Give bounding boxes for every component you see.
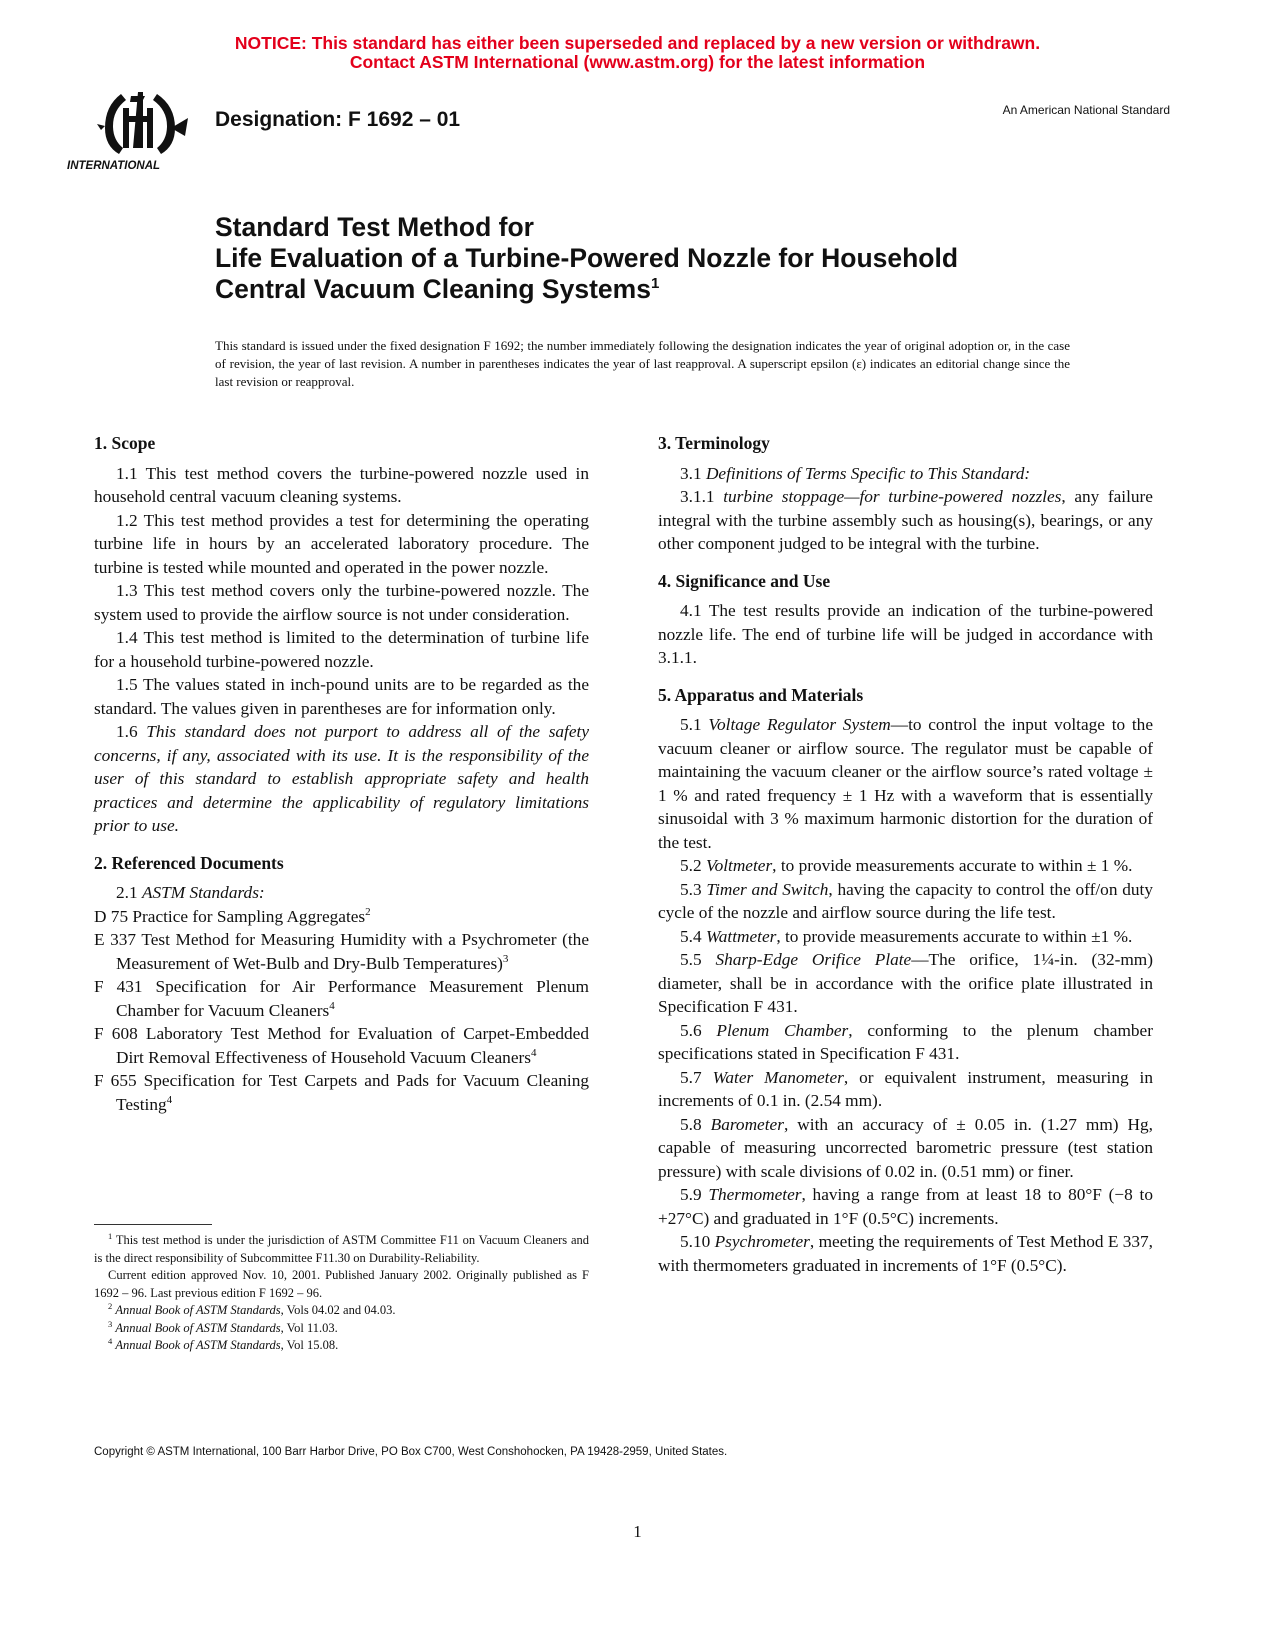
section-heading: 4. Significance and Use	[658, 570, 831, 591]
para-number: 3.1.1	[680, 487, 715, 506]
reference-text: F 608 Laboratory Test Method for Evaluation of Carpet-Embedded Dirt Removal Effectiveness of Household Vacuum Cleaners	[94, 1024, 589, 1067]
footnote	[94, 1302, 589, 1320]
apparatus-name: Water Manometer	[712, 1067, 844, 1087]
safety-statement: This standard does not purport to address all of the safety concerns, if any, associated with its use. It is the responsibility of the user of this standard to establish appropriate safety and health practices and determine the applicability of regulatory limitations prior to use.	[94, 722, 590, 835]
section-heading: 1. Scope	[94, 433, 156, 453]
term-heading: Definitions of Terms Specific to This Standard:	[705, 463, 1031, 483]
footnote-mark: 4	[329, 999, 335, 1012]
copyright: Copyright © ASTM International, 100 Barr Harbor Drive, PO Box C700, West Conshohocken, PA 19428-2959, United States.	[94, 1446, 728, 1458]
para-number: 5.5	[680, 950, 702, 969]
notice-banner	[0, 34, 1275, 72]
para-number: 5.3	[680, 879, 702, 899]
para-number: 1.6	[116, 722, 138, 741]
paragraph: 1.5 The values stated in inch-pound units are to be regarded as the standard. The values given in parentheses are for information only.	[94, 675, 589, 718]
reference-item	[94, 928, 589, 975]
apparatus-item	[658, 1019, 1153, 1066]
footnote	[94, 1320, 589, 1338]
apparatus-text: , with an accuracy of ± 0.05 in. (1.27 mm) Hg, capable of measuring uncorrected barometric pressure (test station pressure) with scale divisions of 0.02 in. (0.51 mm) or finer.	[658, 1114, 1154, 1181]
reference-item	[94, 905, 589, 929]
footnote-text: , Vol 15.08.	[280, 1338, 339, 1352]
title-line-2: Life Evaluation of a Turbine-Powered Nozzle for Household	[215, 243, 959, 273]
apparatus-text: , meeting the requirements of Test Method E 337, with thermometers graduated in increments of 1°F (0.5°C).	[658, 1232, 1153, 1275]
paragraph: 1.4 This test method is limited to the determination of turbine life for a household turbine-powered nozzle.	[94, 628, 589, 671]
apparatus-item	[658, 878, 1153, 925]
section-heading: 5. Apparatus and Materials	[658, 684, 864, 705]
apparatus-name: Plenum Chamber	[716, 1020, 849, 1040]
national-standard-label: An American National Standard	[1002, 103, 1170, 117]
footnote-mark: 4	[166, 1093, 173, 1106]
footnote-mark: 1	[108, 1230, 113, 1241]
apparatus-item	[658, 925, 1153, 949]
notice-line-1: NOTICE: This standard has either been superseded and replaced by a new version or withdrawn.	[234, 33, 1041, 53]
footnote-title: Annual Book of ASTM Standards	[115, 1338, 281, 1352]
astm-logo	[67, 88, 203, 180]
paragraph: 4.1 The test results provide an indication of the turbine-powered nozzle life. The end of turbine life will be judged in accordance with 3.1.1.	[658, 601, 1153, 667]
footnote-mark: 4	[530, 1046, 537, 1059]
apparatus-text: , having the capacity to control the off/on duty cycle of the nozzle and airflow source during the life test.	[658, 879, 1153, 922]
footnote-mark: 3	[502, 952, 509, 965]
apparatus-name: Barometer	[710, 1114, 784, 1134]
apparatus-name: Wattmeter	[705, 926, 777, 946]
footnote-title: Annual Book of ASTM Standards	[115, 1303, 281, 1317]
right-column	[658, 432, 1153, 1277]
paragraph	[94, 881, 589, 905]
footnote	[94, 1337, 589, 1355]
title-line-1: Standard Test Method for	[215, 212, 534, 242]
reference-text: E 337 Test Method for Measuring Humidity with a Psychrometer (the Measurement of Wet-Bulb and Dry-Bulb Temperatures)	[94, 930, 589, 973]
footnote-title: Annual Book of ASTM Standards	[115, 1320, 281, 1335]
apparatus-name: Voltmeter	[705, 856, 773, 875]
apparatus-text: , having a range from at least 18 to 80°F (−8 to +27°C) and graduated in 1°F (0.5°C) increments.	[658, 1185, 1153, 1228]
footnote-mark: 2	[365, 905, 371, 918]
reference-item	[94, 1022, 589, 1069]
apparatus-item	[658, 1230, 1153, 1277]
paragraph: 1.1 This test method covers the turbine-powered nozzle used in household central vacuum cleaning systems.	[94, 463, 589, 506]
apparatus-name: Sharp-Edge Orifice Plate	[715, 950, 912, 969]
paragraph	[658, 485, 1153, 556]
reference-text: D 75 Practice for Sampling Aggregates	[94, 906, 366, 926]
left-column	[94, 432, 589, 1116]
apparatus-item	[658, 1066, 1153, 1113]
apparatus-text: , or equivalent instrument, measuring in increments of 0.1 in. (2.54 mm).	[658, 1067, 1154, 1110]
para-number: 5.7	[680, 1067, 702, 1087]
reference-item	[94, 1069, 589, 1116]
paragraph: 1.3 This test method covers only the turbine-powered nozzle. The system used to provide the airflow source is not under consideration.	[94, 581, 589, 624]
para-number: 5.2	[680, 856, 702, 875]
footnotes	[94, 1232, 589, 1355]
logo-text: INTERNATIONAL	[67, 160, 161, 172]
reference-text: F 431 Specification for Air Performance Measurement Plenum Chamber for Vacuum Cleaners	[94, 977, 589, 1020]
para-number: 5.9	[680, 1185, 702, 1204]
apparatus-text: , to provide measurements accurate to within ±1 %.	[776, 926, 1133, 946]
footnote-divider	[94, 1224, 212, 1225]
apparatus-item	[658, 854, 1153, 878]
paragraph	[94, 720, 589, 838]
apparatus-item	[658, 713, 1153, 854]
apparatus-text: —to control the input voltage to the vacuum cleaner or airflow source. The regulator must be capable of maintaining the vacuum cleaner or the airflow source’s rated voltage ± 1 % and rated frequency ± 1 Hz with a waveform that is essentially sinusoidal with 3 % maximum harmonic distortion for the duration of the test.	[658, 715, 1153, 852]
apparatus-name: Voltage Regulator System	[708, 715, 891, 734]
apparatus-text: —The orifice, 1¼-in. (32-mm) diameter, shall be in accordance with the orifice plate illustrated in Specification F 431.	[658, 950, 1153, 1016]
reference-item	[94, 975, 589, 1022]
para-number: 5.1	[680, 715, 702, 734]
para-number: 3.1	[680, 463, 702, 483]
footnote-text: , Vols 04.02 and 04.03.	[280, 1303, 396, 1317]
apparatus-item	[658, 948, 1153, 1019]
para-number: 5.6	[680, 1020, 702, 1040]
apparatus-name: Thermometer	[708, 1185, 802, 1204]
para-number: 2.1	[116, 883, 138, 902]
para-number: 5.4	[680, 926, 702, 946]
footnote-text: This test method is under the jurisdiction of ASTM Committee F11 on Vacuum Cleaners and is the direct responsibility of Subcommittee F11.30 on Durability-Reliability.	[94, 1233, 589, 1265]
title-footnote-mark: 1	[650, 275, 660, 293]
footnote-mark: 3	[108, 1318, 113, 1329]
apparatus-text: , to provide measurements accurate to within ± 1 %.	[772, 856, 1133, 875]
notice-line-2: Contact ASTM International (www.astm.org) for the latest information	[349, 52, 926, 72]
paragraph	[658, 462, 1153, 486]
footnote: Current edition approved Nov. 10, 2001. Published January 2002. Originally published as F 1692 – 96. Last previous edition F 1692 – 96.	[94, 1268, 589, 1300]
footnote-mark: 4	[108, 1335, 113, 1346]
issued-note: This standard is issued under the fixed designation F 1692; the number immediately following the designation indicates the year of original adoption or, in the case of revision, the year of last revision. A number in parentheses indicates the year of last reapproval. A superscript epsilon (ε) indicates an editorial change since the last revision or reapproval.	[215, 338, 1070, 389]
apparatus-name: Timer and Switch	[706, 879, 829, 899]
subsection-title: ASTM Standards:	[141, 883, 265, 902]
section-heading: 3. Terminology	[658, 433, 770, 453]
paragraph: 1.2 This test method provides a test for determining the operating turbine life in hours by an accelerated laboratory procedure. The turbine is tested while mounted and operated in the power nozzle.	[94, 510, 589, 577]
footnote-mark: 2	[108, 1300, 113, 1311]
section-heading: 2. Referenced Documents	[94, 852, 284, 873]
designation: Designation: F 1692 – 01	[215, 108, 461, 131]
footnote-text: , Vol 11.03.	[280, 1320, 338, 1335]
reference-text: F 655 Specification for Test Carpets and Pads for Vacuum Cleaning Testing	[94, 1071, 589, 1114]
page-number: 1	[633, 1522, 642, 1541]
apparatus-item	[658, 1183, 1153, 1230]
para-number: 5.10	[680, 1232, 711, 1251]
footnote	[94, 1232, 589, 1267]
apparatus-text: , conforming to the plenum chamber specifications stated in Specification F 431.	[658, 1020, 1153, 1063]
page-title	[215, 212, 958, 305]
title-line-3: Central Vacuum Cleaning Systems	[215, 274, 651, 304]
apparatus-name: Psychrometer	[714, 1232, 810, 1251]
para-number: 5.8	[680, 1114, 702, 1134]
term: turbine stoppage—for turbine-powered nozzles	[723, 487, 1062, 506]
term-definition: , any failure integral with the turbine assembly such as housing(s), bearings, or any other component judged to be integral with the turbine.	[658, 487, 1153, 553]
apparatus-item	[658, 1113, 1153, 1184]
